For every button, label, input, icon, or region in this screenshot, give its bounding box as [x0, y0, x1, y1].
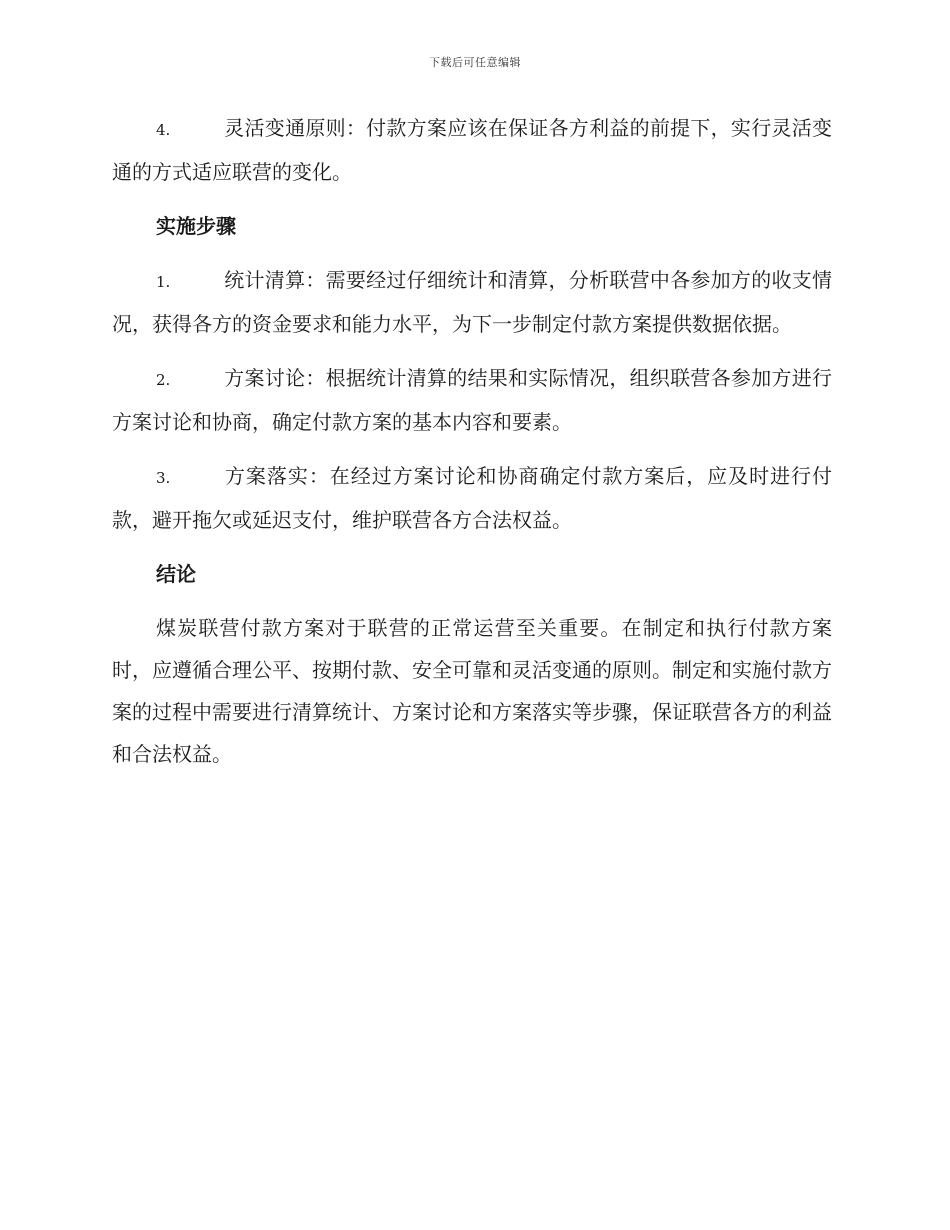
section-heading-conclusion: 结论: [156, 562, 196, 586]
conclusion-paragraph: 煤炭联营付款方案对于联营的正常运营至关重要。在制定和执行付款方案时，应遵循合理公平、按期付款、安全可靠和灵活变通的原则。制定和实施付款方案的过程中需要进行清算统计、方案讨论和方案落实等步骤，保证联营各方的利益和合法权益。: [112, 616, 832, 766]
list-number: 2.: [156, 371, 171, 389]
principle-item-4: [112, 107, 832, 193]
list-item-text: 方案讨论：根据统计清算的结果和实际情况，组织联营各参加方进行方案讨论和协商，确定付款方案的基本内容和要素。: [112, 366, 832, 434]
list-item-text: 统计清算：需要经过仔细统计和清算，分析联营中各参加方的收支情况，获得各方的资金要求和能力水平，为下一步制定付款方案提供数据依据。: [112, 268, 832, 336]
header-note: 下载后可任意编辑: [429, 56, 521, 69]
step-item-3: [112, 455, 832, 541]
document-body: [112, 107, 832, 787]
step-item-1: [112, 259, 832, 345]
section-heading-steps: 实施步骤: [156, 214, 236, 238]
list-item-text: 灵活变通原则：付款方案应该在保证各方利益的前提下，实行灵活变通的方式适应联营的变化。: [112, 116, 832, 184]
list-number: 4.: [156, 121, 171, 139]
list-number: 3.: [156, 469, 171, 487]
list-item-text: 方案落实：在经过方案讨论和协商确定付款方案后，应及时进行付款，避开拖欠或延迟支付，维护联营各方合法权益。: [112, 464, 832, 532]
step-item-2: [112, 357, 832, 443]
list-number: 1.: [156, 273, 171, 291]
